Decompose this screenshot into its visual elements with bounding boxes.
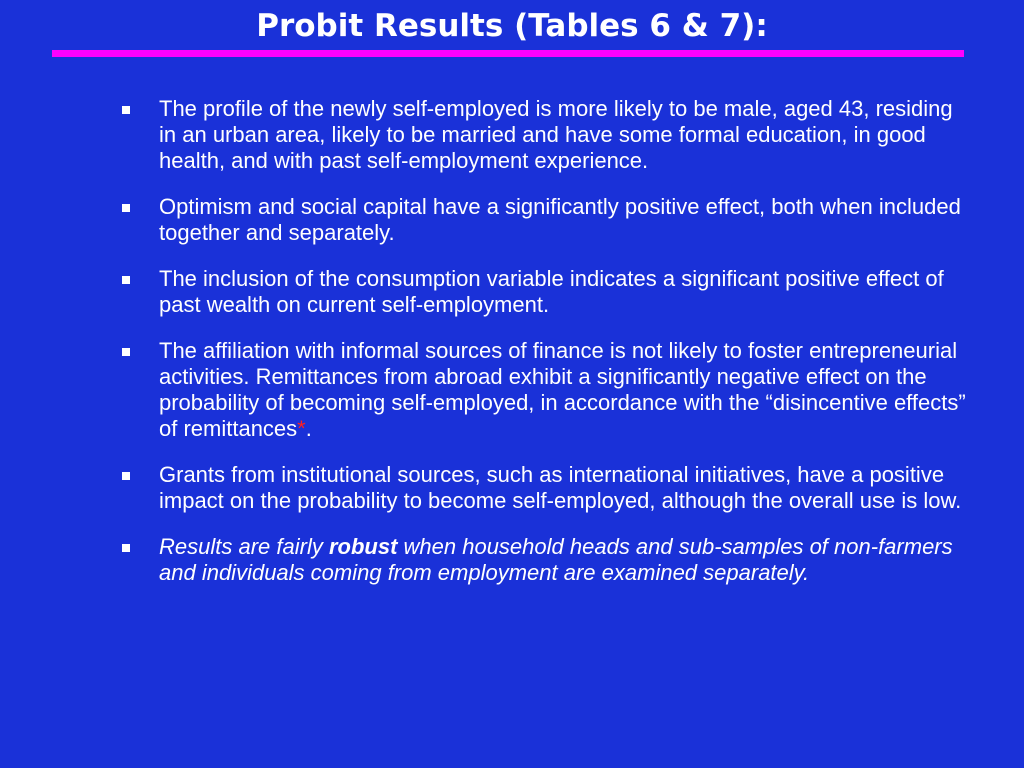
bullet-text-end: when household heads and sub-samples of non-farmers and individuals coming from employment are examined separately. [159, 534, 953, 585]
bullet-text: The inclusion of the consumption variable indicates a significant positive effect of past wealth on current self-employment. [159, 266, 944, 317]
bullet-item [118, 96, 970, 174]
bullet-item-robustness [118, 534, 970, 586]
bullet-text-end: . [305, 416, 312, 441]
bullet-item [118, 266, 970, 318]
square-bullet-icon [122, 472, 130, 480]
emphasis-robust: robust [328, 534, 398, 559]
bullet-item [118, 338, 970, 442]
square-bullet-icon [122, 348, 130, 356]
bullet-text: The profile of the newly self-employed is more likely to be male, aged 43, residing in an urban area, likely to be married and have some formal education, in good health, and with past self-employment experience. [159, 96, 953, 173]
bullet-item [118, 462, 970, 514]
bullet-list [118, 96, 970, 606]
square-bullet-icon [122, 106, 130, 114]
slide-title: Probit Results (Tables 6 & 7): [256, 8, 768, 44]
bullet-item [118, 194, 970, 246]
title-underline [52, 50, 964, 57]
square-bullet-icon [122, 276, 130, 284]
bullet-text: Optimism and social capital have a significantly positive effect, both when included together and separately. [159, 194, 961, 245]
footnote-asterisk: * [297, 416, 306, 441]
bullet-text-start: Results are fairly [159, 534, 329, 559]
square-bullet-icon [122, 544, 130, 552]
bullet-text: Grants from institutional sources, such as international initiatives, have a positive impact on the probability to become self-employed, although the overall use is low. [159, 462, 962, 513]
square-bullet-icon [122, 204, 130, 212]
bullet-text-start: The affiliation with informal sources of finance is not likely to foster entrepreneurial activities. Remittances from abroad exhibit a significantly negative effect on the probability of becoming self-employed, in accordance with the “disincentive effects” of remittances [159, 338, 966, 441]
